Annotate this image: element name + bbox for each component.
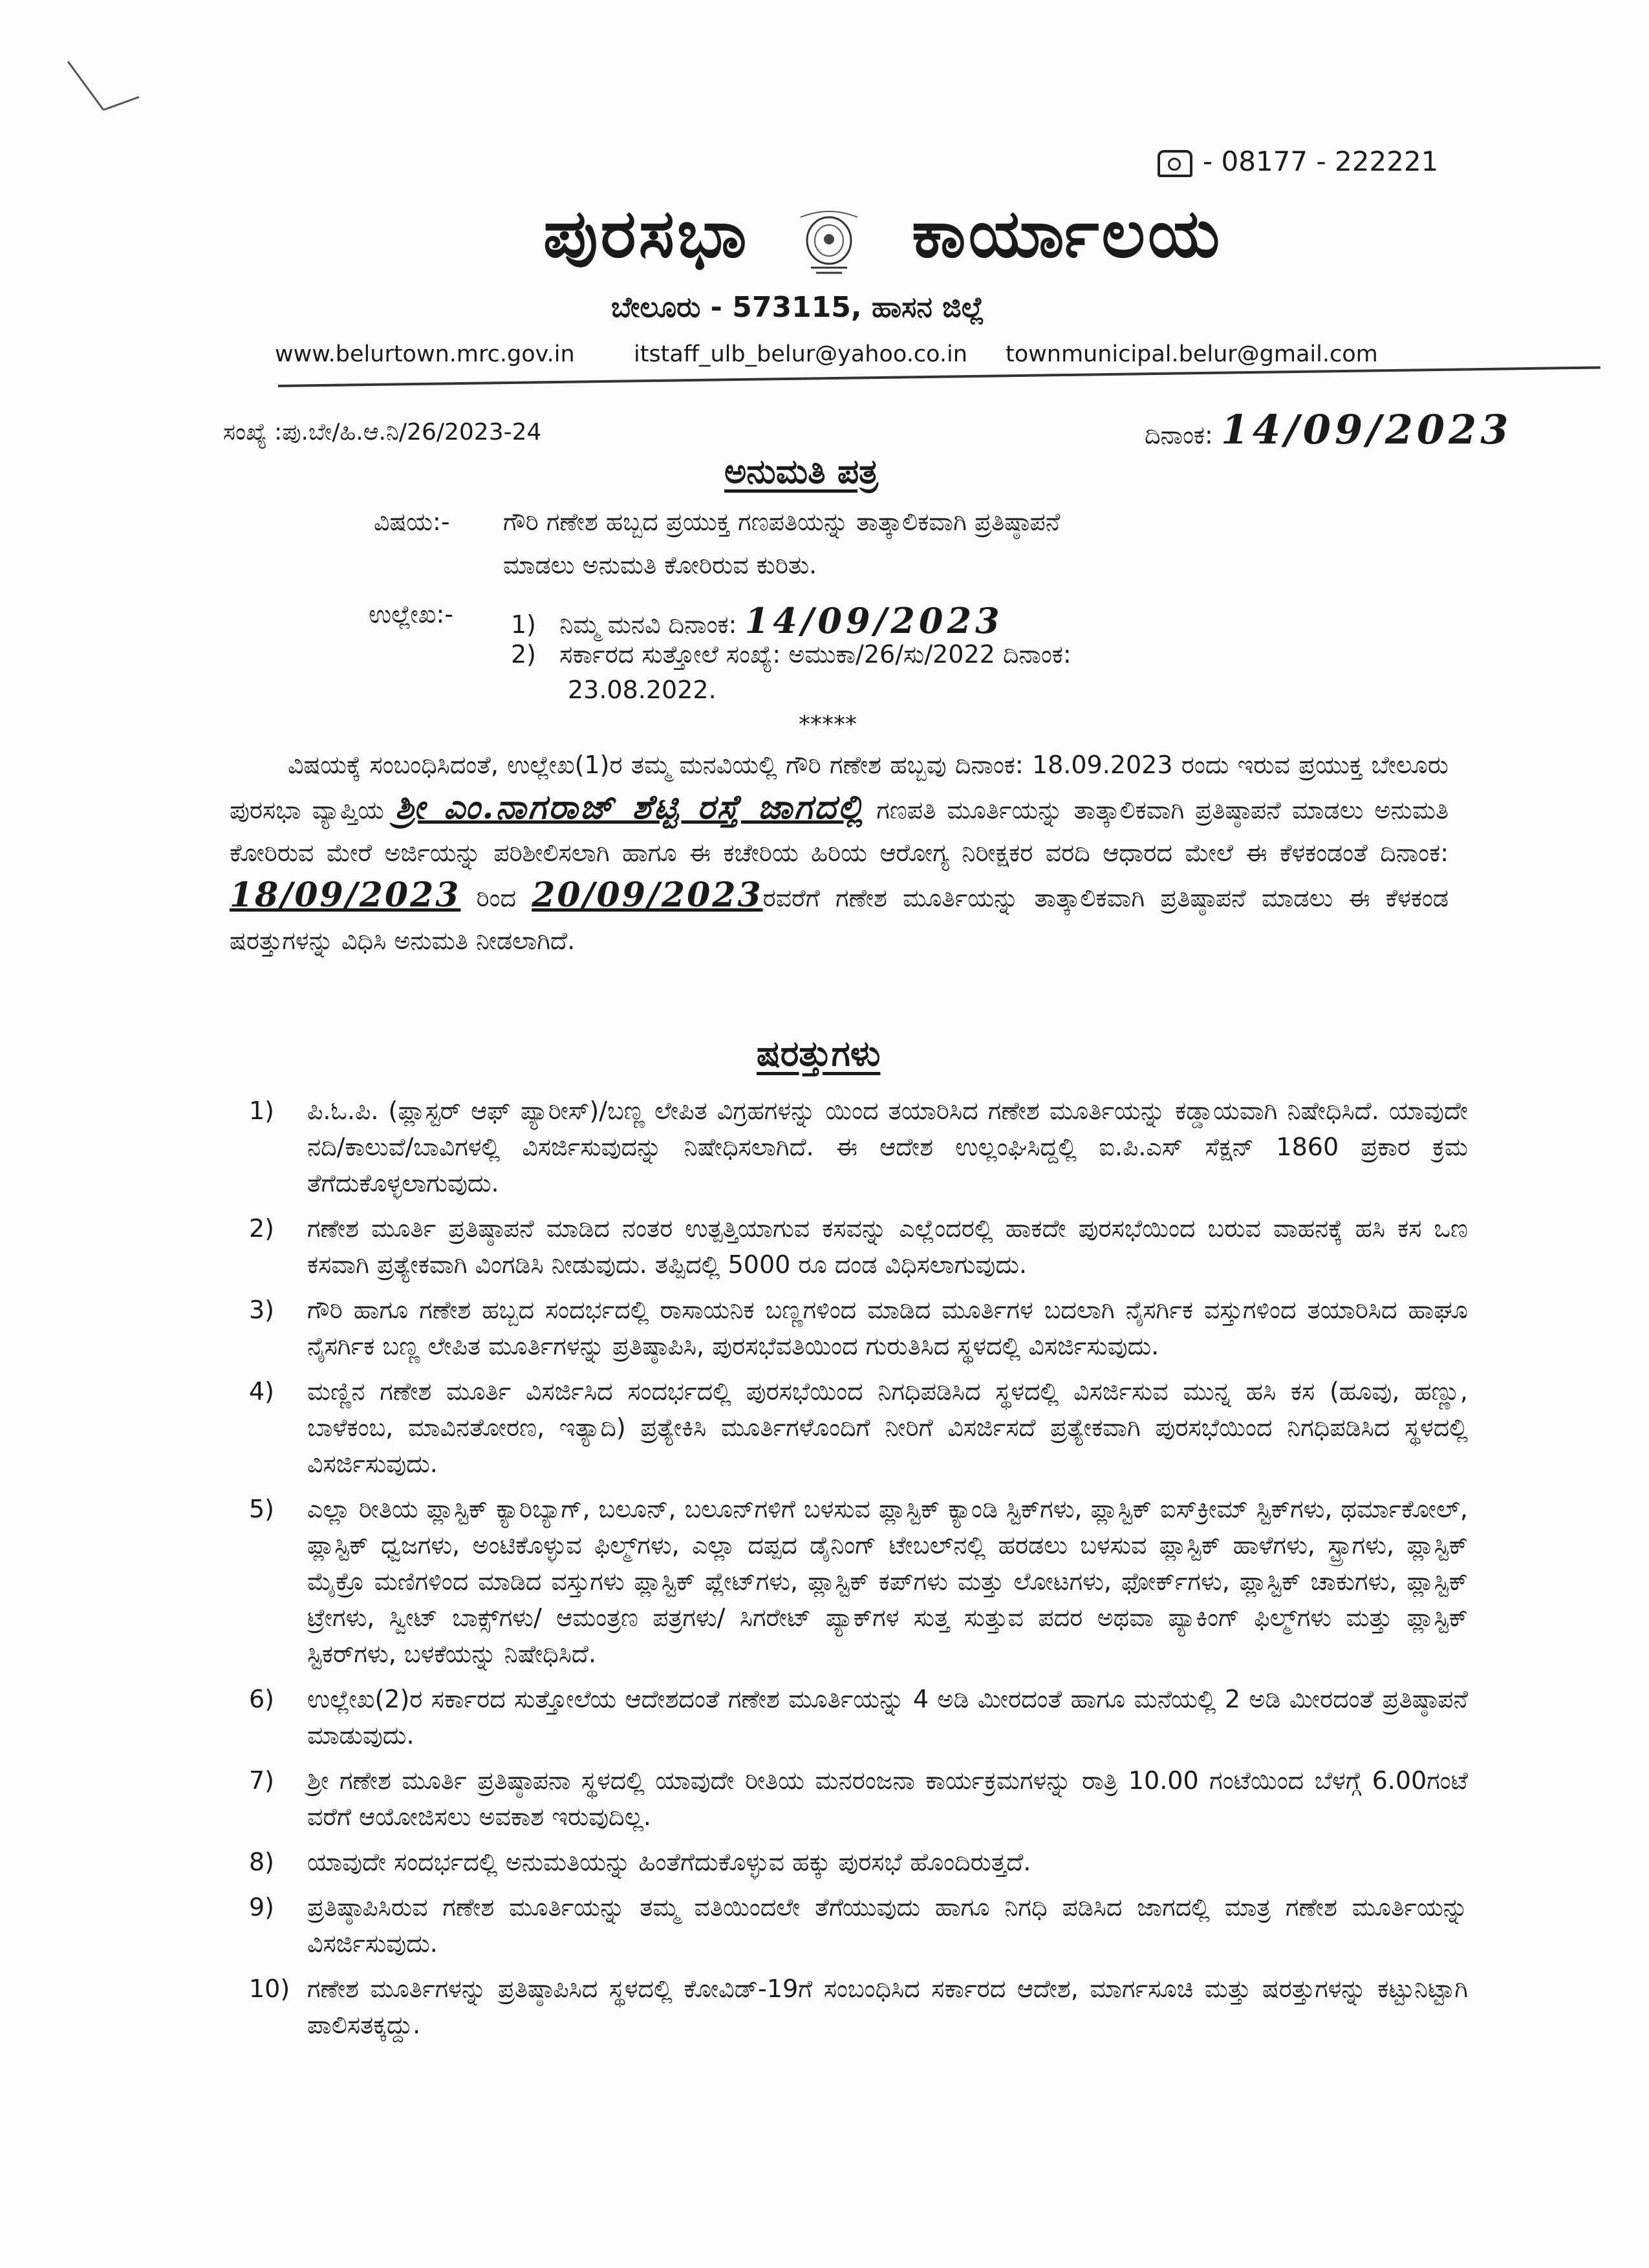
reference-item-1	[511, 600, 1004, 641]
condition-item	[249, 1762, 1468, 1835]
condition-number: 4)	[249, 1377, 275, 1406]
body-text-3: ರಿಂದ	[476, 884, 517, 912]
body-paragraph	[230, 744, 1449, 962]
condition-item	[249, 1210, 1468, 1283]
condition-item	[249, 1093, 1468, 1201]
email-link-2[interactable]: townmunicipal.belur@gmail.com	[1006, 341, 1378, 367]
phone-number	[1158, 145, 1438, 177]
body-text-4: ರವರೆಗೆ ಗಣೇಶ ಮೂರ್ತಿಯನ್ನು ತಾತ್ಕಾಲಿಕವಾಗಿ ಪ್ರತಿಷ್ಠಾಪನೆ ಮಾಡಲು ಈ ಕೆಳಕಂಡ ಷರತ್ತುಗಳನ್ನು ವಿಧಿಸಿ ಅನುಮತಿ ನೀಡಲಾಗಿದೆ.	[230, 884, 1449, 955]
handwritten-location: ಶ್ರೀ ಎಂ.ನಾಗರಾಜ್ ಶೆಟ್ಟಿ ರಸ್ತೆ ಜಾಗದಲ್ಲಿ	[395, 787, 866, 827]
subject-label: ವಿಷಯ:-	[374, 508, 450, 536]
phone-text: - 08177 - 222221	[1203, 145, 1439, 177]
condition-item	[249, 1491, 1468, 1672]
condition-number: 6)	[249, 1685, 275, 1713]
condition-item	[249, 1844, 1468, 1880]
telephone-icon	[1158, 150, 1192, 177]
condition-text: ಯಾವುದೇ ಸಂದರ್ಭದಲ್ಲಿ ಅನುಮತಿಯನ್ನು ಹಿಂತೆಗೆದುಕೊಳ್ಳುವ ಹಕ್ಕು ಪುರಸಭೆ ಹೊಂದಿರುತ್ತದೆ.	[307, 1848, 1031, 1876]
email-link-1[interactable]: itstaff_ulb_belur@yahoo.co.in	[634, 341, 967, 367]
date-label: ದಿನಾಂಕ:	[1145, 421, 1213, 449]
conditions-title: ಷರತ್ತುಗಳು	[757, 1033, 881, 1074]
state-emblem-icon	[788, 208, 870, 281]
condition-text: ಪ್ರತಿಷ್ಠಾಪಿಸಿರುವ ಗಣೇಶ ಮೂರ್ತಿಯನ್ನು ತಮ್ಮ ವತಿಯಿಂದಲೇ ತೆಗೆಯುವುದು ಹಾಗೂ ನಿಗಧಿ ಪಡಿಸಿದ ಜಾಗದಲ್ಲಿ ಮಾತ್ರ ಗಣೇಶ ಮೂರ್ತಿಯನ್ನು ವಿಸರ್ಜಿಸುವುದು.	[307, 1893, 1468, 1958]
date-handwritten: 14/09/2023	[1220, 406, 1513, 453]
office-address: ಬೇಲೂರು - 573115, ಹಾಸನ ಜಿಲ್ಲೆ	[611, 291, 985, 324]
conditions-list	[249, 1093, 1468, 2052]
condition-item	[249, 1681, 1468, 1753]
condition-number: 3)	[249, 1296, 275, 1324]
condition-text: ಗಣೇಶ ಮೂರ್ತಿ ಪ್ರತಿಷ್ಠಾಪನೆ ಮಾಡಿದ ನಂತರ ಉತ್ಪತ್ತಿಯಾಗುವ ಕಸವನ್ನು ಎಲ್ಲೆಂದರಲ್ಲಿ ಹಾಕದೇ ಪುರಸಭೆಯಿಂದ ಬರುವ ವಾಹನಕ್ಕೆ ಹಸಿ ಕಸ ಒಣ ಕಸವಾಗಿ ಪ್ರತ್ಯೇಕವಾಗಿ ವಿಂಗಡಿಸಿ ನೀಡುವುದು. ತಪ್ಪಿದಲ್ಲಿ 5000 ರೂ ದಂಡ ವಿಧಿಸಲಾಗುವುದು.	[307, 1214, 1468, 1279]
reference-item-2	[511, 640, 1072, 669]
condition-number: 8)	[249, 1848, 275, 1876]
condition-text: ಗೌರಿ ಹಾಗೂ ಗಣೇಶ ಹಬ್ಬದ ಸಂದರ್ಭದಲ್ಲಿ ರಾಸಾಯನಿಕ ಬಣ್ಣಗಳಿಂದ ಮಾಡಿದ ಮೂರ್ತಿಗಳ ಬದಲಾಗಿ ನೈಸರ್ಗಿಕ ವಸ್ತುಗಳಿಂದ ತಯಾರಿಸಿದ ಹಾಘೂ ನೈಸರ್ಗಿಕ ಬಣ್ಣ ಲೇಪಿತ ಮೂರ್ತಿಗಳನ್ನು ಪ್ರತಿಷ್ಠಾಪಿಸಿ, ಪುರಸಭೆವತಿಯಿಂದ ಗುರುತಿಸಿದ ಸ್ಥಳದಲ್ಲಿ ವಿಸರ್ಜಿಸುವುದು.	[307, 1296, 1468, 1360]
reference-item-2-num: 2)	[511, 640, 537, 669]
condition-number: 9)	[249, 1893, 275, 1921]
condition-text: ಗಣೇಶ ಮೂರ್ತಿಗಳನ್ನು ಪ್ರತಿಷ್ಠಾಪಿಸಿದ ಸ್ಥಳದಲ್ಲಿ ಕೋವಿಡ್-19ಗೆ ಸಂಬಂಧಿಸಿದ ಸರ್ಕಾರದ ಆದೇಶ, ಮಾರ್ಗಸೂಚಿ ಮತ್ತು ಷರತ್ತುಗಳನ್ನು ಕಟ್ಟುನಿಟ್ಟಾಗಿ ಪಾಲಿಸತಕ್ಕದ್ದು.	[307, 1974, 1468, 2039]
condition-number: 5)	[249, 1495, 275, 1523]
condition-item	[249, 1971, 1468, 2043]
condition-text: ಎಲ್ಲಾ ರೀತಿಯ ಪ್ಲಾಸ್ಟಿಕ್ ಕ್ಯಾರಿಬ್ಯಾಗ್, ಬಲೂನ್, ಬಲೂನ್‌ಗಳಿಗೆ ಬಳಸುವ ಪ್ಲಾಸ್ಟಿಕ್ ಕ್ಯಾಂಡಿ ಸ್ಟಿಕ್‌ಗಳು, ಪ್ಲಾಸ್ಟಿಕ್ ಐಸ್‌ಕ್ರೀಮ್ ಸ್ಟಿಕ್‌ಗಳು, ಥರ್ಮಾಕೋಲ್, ಪ್ಲಾಸ್ಟಿಕ್ ಧ್ವಜಗಳು, ಅಂಟಿಕೊಳ್ಳುವ ಫಿಲ್ಮ್‌ಗಳು, ಎಲ್ಲಾ ದಪ್ಪದ ಡೈನಿಂಗ್ ಟೇಬಲ್‌ನಲ್ಲಿ ಹರಡಲು ಬಳಸುವ ಪ್ಲಾಸ್ಟಿಕ್ ಹಾಳೆಗಳು, ಸ್ಟ್ರಾಗಳು, ಪ್ಲಾಸ್ಟಿಕ್ ಮೈಕ್ರೊ ಮಣಿಗಳಿಂದ ಮಾಡಿದ ವಸ್ತುಗಳು ಪ್ಲಾಸ್ಟಿಕ್ ಪ್ಲೇಟ್‌ಗಳು, ಪ್ಲಾಸ್ಟಿಕ್ ಕಪ್‌ಗಳು ಮತ್ತು ಲೋಟಗಳು, ಫೋರ್ಕ್‌ಗಳು, ಪ್ಲಾಸ್ಟಿಕ್ ಚಾಕುಗಳು, ಪ್ಲಾಸ್ಟಿಕ್ ಟ್ರೇಗಳು, ಸ್ವೀಟ್ ಬಾಕ್ಸ್‌ಗಳು/ ಆಮಂತ್ರಣ ಪತ್ರಗಳು/ ಸಿಗರೇಟ್ ಪ್ಯಾಕ್‌ಗಳ ಸುತ್ತ ಸುತ್ತುವ ಪದರ ಅಥವಾ ಪ್ಯಾಕಿಂಗ್ ಫಿಲ್ಮ್‌ಗಳು ಮತ್ತು ಪ್ಲಾಸ್ಟಿಕ್ ಸ್ಟಿಕರ್‌ಗಳು, ಬಳಕೆಯನ್ನು ನಿಷೇಧಿಸಿದೆ.	[307, 1495, 1468, 1668]
reference-number: ಸಂಖ್ಯೆ :ಪು.ಬೇ/ಹಿ.ಆ.ನಿ/26/2023-24	[223, 419, 542, 445]
condition-text: ಮಣ್ಣಿನ ಗಣೇಶ ಮೂರ್ತಿ ವಿಸರ್ಜಿಸಿದ ಸಂದರ್ಭದಲ್ಲಿ ಪುರಸಭೆಯಿಂದ ನಿಗಧಿಪಡಿಸಿದ ಸ್ಥಳದಲ್ಲಿ ವಿಸರ್ಜಿಸುವ ಮುನ್ನ ಹಸಿ ಕಸ (ಹೂವು, ಹಣ್ಣು, ಬಾಳೆಕಂಬ, ಮಾವಿನತೋರಣ, ಇತ್ಯಾದಿ) ಪ್ರತ್ಯೇಕಿಸಿ ಮೂರ್ತಿಗಳೊಂದಿಗೆ ನೀರಿಗೆ ವಿಸರ್ಜಿಸದೆ ಪ್ರತ್ಯೇಕವಾಗಿ ಪುರಸಭೆಯಿಂದ ನಿಗಧಿಪಡಿಸಿದ ಸ್ಥಳದಲ್ಲಿ ವಿಸರ್ಜಿಸುವುದು.	[307, 1377, 1468, 1478]
body-text-2: ಗಣಪತಿ ಮೂರ್ತಿಯನ್ನು ತಾತ್ಕಾಲಿಕವಾಗಿ ಪ್ರತಿಷ್ಠಾಪನೆ ಮಾಡಲು ಅನುಮತಿ ಕೋರಿರುವ ಮೇರೆ ಅರ್ಜಿಯನ್ನು ಪರಿಶೀಲಿಸಲಾಗಿ ಹಾಗೂ ಈ ಕಚೇರಿಯ ಹಿರಿಯ ಆರೋಗ್ಯ ನಿರೀಕ್ಷಕರ ವರದಿ ಆಧಾರದ ಮೇಲೆ ಈ ಕೆಳಕಂಡಂತೆ ದಿನಾಂಕ:	[230, 796, 1449, 867]
body-text-1: ವಿಷಯಕ್ಕೆ ಸಂಬಂಧಿಸಿದಂತೆ, ಉಲ್ಲೇಖ(1)ರ ತಮ್ಮ ಮನವಿಯಲ್ಲಿ ಗೌರಿ ಗಣೇಶ ಹಬ್ಬವು ದಿನಾಂಕ: 18.09.2023 ರಂದು ಇರುವ ಪ್ರಯುಕ್ತ ಬೇಲೂರು ಪುರಸಭಾ ವ್ಯಾಪ್ತಿಯ	[230, 751, 1449, 824]
subject-line-2: ಮಾಡಲು ಅನುಮತಿ ಕೋರಿರುವ ಕುರಿತು.	[503, 551, 817, 579]
condition-number: 1)	[249, 1097, 275, 1125]
condition-text: ಪಿ.ಓ.ಪಿ. (ಪ್ಲಾಸ್ಟರ್ ಆಫ್ ಪ್ಯಾರೀಸ್)/ಬಣ್ಣ ಲೇಪಿತ ವಿಗ್ರಹಗಳನ್ನು ಯಿಂದ ತಯಾರಿಸಿದ ಗಣೇಶ ಮೂರ್ತಿಯನ್ನು ಕಡ್ಡಾಯವಾಗಿ ನಿಷೇಧಿಸಿದೆ. ಯಾವುದೇ ನದಿ/ಕಾಲುವೆ/ಬಾವಿಗಳಲ್ಲಿ ವಿಸರ್ಜಿಸುವುದನ್ನು ನಿಷೇಧಿಸಲಾಗಿದೆ. ಈ ಆದೇಶ ಉಲ್ಲಂಘಿಸಿದ್ದಲ್ಲಿ ಐ.ಪಿ.ಎಸ್ ಸೆಕ್ಷನ್ 1860 ಪ್ರಕಾರ ಕ್ರಮ ತೆಗೆದುಕೊಳ್ಳಲಾಗುವುದು.	[307, 1097, 1468, 1197]
letter-date	[1145, 406, 1512, 453]
reference-item-1-text: ನಿಮ್ಮ ಮನವಿ ದಿನಾಂಕ:	[559, 610, 737, 639]
subject-line-1: ಗೌರಿ ಗಣೇಶ ಹಬ್ಬದ ಪ್ರಯುಕ್ತ ಗಣಪತಿಯನ್ನು ತಾತ್ಕಾಲಿಕವಾಗಿ ಪ್ರತಿಷ್ಠಾಪನೆ	[503, 508, 1061, 536]
separator-stars: *****	[799, 711, 857, 738]
condition-item	[249, 1889, 1468, 1962]
header-divider	[278, 366, 1600, 387]
handwritten-to-date: 20/09/2023	[532, 875, 763, 915]
office-heading-left: ಪುರಸಭಾ	[543, 194, 749, 273]
reference-item-1-date: 14/09/2023	[744, 600, 1004, 641]
condition-item	[249, 1292, 1468, 1364]
reference-item-2-date: 23.08.2022.	[568, 676, 717, 704]
condition-number: 2)	[249, 1214, 275, 1243]
document-title: ಅನುಮತಿ ಪತ್ರ	[724, 453, 878, 491]
condition-item	[249, 1373, 1468, 1482]
website-link[interactable]: www.belurtown.mrc.gov.in	[275, 341, 575, 367]
reference-label: ಉಲ್ಲೇಖ:-	[369, 600, 453, 628]
reference-item-1-num: 1)	[511, 610, 537, 639]
condition-number: 10)	[249, 1974, 290, 2003]
pen-stroke-mark	[65, 58, 142, 123]
handwritten-from-date: 18/09/2023	[230, 875, 461, 915]
condition-text: ಶ್ರೀ ಗಣೇಶ ಮೂರ್ತಿ ಪ್ರತಿಷ್ಠಾಪನಾ ಸ್ಥಳದಲ್ಲಿ ಯಾವುದೇ ರೀತಿಯ ಮನರಂಜನಾ ಕಾರ್ಯಕ್ರಮಗಳನ್ನು ರಾತ್ರಿ 10.00 ಗಂಟೆಯಿಂದ ಬೆಳಗ್ಗೆ 6.00ಗಂಟೆ ವರೆಗೆ ಆಯೋಜಿಸಲು ಅವಕಾಶ ಇರುವುದಿಲ್ಲ.	[307, 1766, 1468, 1831]
reference-item-2-text: ಸರ್ಕಾರದ ಸುತ್ತೋಲೆ ಸಂಖ್ಯೆ: ಅಮುಕಾ/26/ಸು/2022 ದಿನಾಂಕ:	[559, 640, 1072, 669]
condition-number: 7)	[249, 1766, 275, 1795]
office-heading-right: ಕಾರ್ಯಾಲಯ	[912, 194, 1223, 273]
condition-text: ಉಲ್ಲೇಖ(2)ರ ಸರ್ಕಾರದ ಸುತ್ತೋಲೆಯ ಆದೇಶದಂತೆ ಗಣೇಶ ಮೂರ್ತಿಯನ್ನು 4 ಅಡಿ ಮೀರದಂತೆ ಹಾಗೂ ಮನೆಯಲ್ಲಿ 2 ಅಡಿ ಮೀರದಂತೆ ಪ್ರತಿಷ್ಠಾಪನೆ ಮಾಡುವುದು.	[307, 1685, 1468, 1749]
